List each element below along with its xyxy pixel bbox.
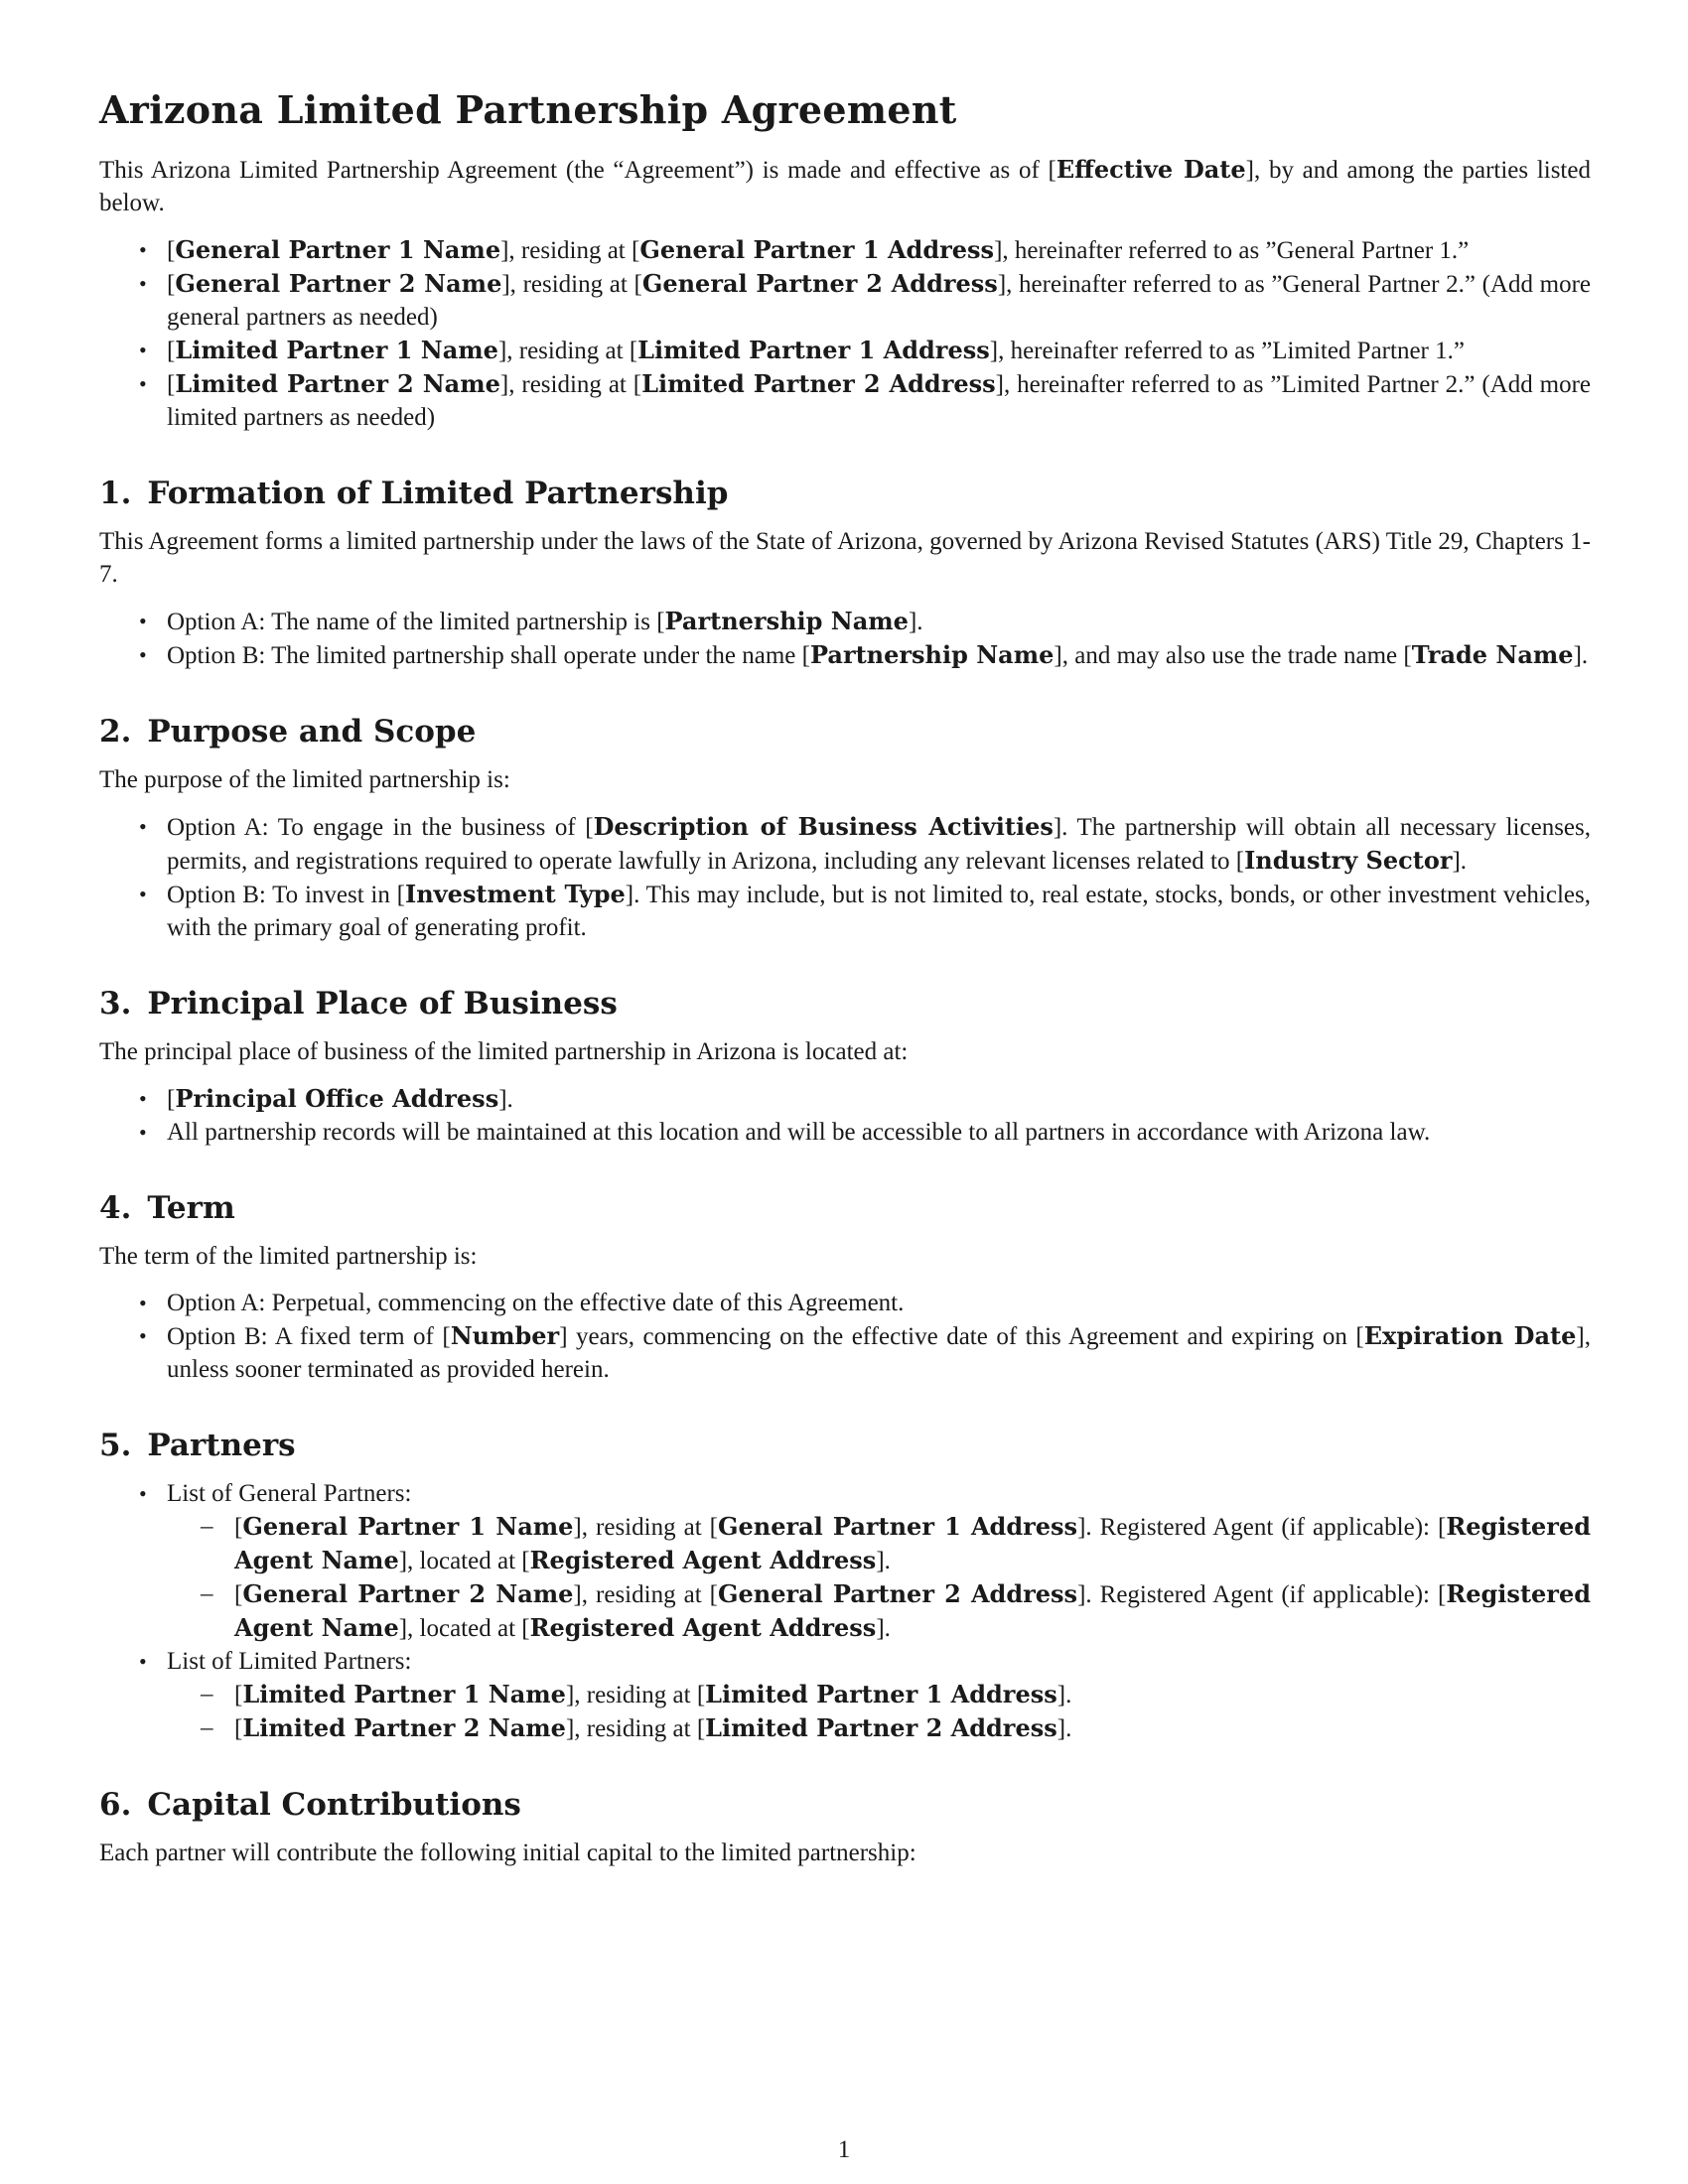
options-list: [99, 1287, 1591, 1386]
section-number: 5.: [99, 1428, 132, 1463]
general-partners-sublist: [167, 1510, 1591, 1645]
list-item: • All partnership records will be maintained at this location and will be accessible to all partners in accordance with Arizona law.: [167, 1116, 1591, 1149]
document-title: Arizona Limited Partnership Agreement: [99, 87, 957, 132]
section-paragraph: The principal place of business of the limited partnership in Arizona is located at:: [99, 1038, 909, 1065]
sublist-item: – [General Partner 2 Name], residing at [General Partner 2 Address]. Registered Agent (if applicable): [Registered Agent Name], located at [Registered Agent Address].: [234, 1577, 1591, 1645]
section-title: Capital Contributions: [147, 1787, 521, 1823]
placeholder: General Partner 2 Address: [718, 1579, 1078, 1608]
partners-list: [99, 1477, 1591, 1745]
document-page: [99, 85, 1591, 1883]
party-address-placeholder: General Partner 1 Address: [639, 235, 995, 264]
option-item: • Option A: Perpetual, commencing on the effective date of this Agreement.: [167, 1287, 1591, 1319]
section-paragraph: Each partner will contribute the following initial capital to the limited partnership:: [99, 1840, 916, 1866]
option-item: • Option A: To engage in the business of [Description of Business Activities]. The partnership will obtain all necessary licenses, permits, and registrations required to operate lawfully in Arizona, including any relevant licenses related to [Industry Sector].: [167, 810, 1591, 878]
option-item: • Option A: The name of the limited partnership is [Partnership Name].: [167, 605, 1591, 638]
placeholder: General Partner 1 Name: [242, 1512, 574, 1541]
party-item: • [General Partner 1 Name], residing at [General Partner 1 Address], hereinafter referred to as ”General Partner 1.”: [167, 233, 1591, 267]
placeholder: Limited Partner 2 Address: [705, 1713, 1057, 1742]
sublist-item: – [Limited Partner 2 Name], residing at [Limited Partner 2 Address].: [234, 1711, 1591, 1745]
section-heading-principal-place: [99, 984, 1591, 1024]
placeholder: Investment Type: [404, 880, 626, 908]
party-item: • [General Partner 2 Name], residing at [General Partner 2 Address], hereinafter referred to as ”General Partner 2.” (Add more general partners as needed): [167, 267, 1591, 334]
section-paragraph: This Agreement forms a limited partnership under the laws of the State of Arizona, governed by Arizona Revised Statutes (ARS) Title 29, Chapters 1-7.: [99, 528, 1591, 588]
placeholder: Limited Partner 1 Address: [705, 1680, 1057, 1708]
section-title: Term: [147, 1190, 235, 1226]
placeholder: Industry Sector: [1244, 846, 1453, 875]
list-item: • [Principal Office Address].: [167, 1082, 1591, 1116]
intro-paragraph: [99, 153, 1591, 219]
intro-text: This Arizona Limited Partnership Agreement (the “Agreement”) is made and effective as of [: [99, 157, 1056, 184]
section-heading-term: [99, 1188, 1591, 1228]
placeholder: Partnership Name: [809, 640, 1055, 669]
option-item: • Option B: To invest in [Investment Type]. This may include, but is not limited to, real estate, stocks, bonds, or other investment vehicles, with the primary goal of generating profit.: [167, 878, 1591, 944]
party-name-placeholder: Limited Partner 1 Name: [175, 336, 498, 364]
placeholder: Limited Partner 1 Name: [242, 1680, 566, 1708]
list-label: List of General Partners:: [167, 1480, 412, 1507]
section-title: Partners: [147, 1428, 296, 1463]
party-address-placeholder: General Partner 2 Address: [641, 269, 998, 298]
limited-partners-item: [167, 1645, 1591, 1745]
party-item: • [Limited Partner 1 Name], residing at [Limited Partner 1 Address], hereinafter referred to as ”Limited Partner 1.”: [167, 334, 1591, 367]
effective-date-placeholder: Effective Date: [1055, 155, 1246, 184]
placeholder: Expiration Date: [1363, 1321, 1577, 1350]
placeholder: Registered Agent Address: [529, 1546, 877, 1574]
placeholder: Registered Agent Address: [529, 1613, 877, 1642]
party-name-placeholder: General Partner 2 Name: [175, 269, 502, 298]
section-title: Principal Place of Business: [147, 986, 618, 1022]
list-label: List of Limited Partners:: [167, 1648, 412, 1675]
section-heading-purpose: [99, 712, 1591, 751]
placeholder: General Partner 1 Address: [718, 1512, 1078, 1541]
items-list: [99, 1082, 1591, 1149]
placeholder: Limited Partner 2 Name: [242, 1713, 566, 1742]
party-name-placeholder: Limited Partner 2 Name: [175, 369, 500, 398]
sublist-item: – [General Partner 1 Name], residing at [General Partner 1 Address]. Registered Agent (if applicable): [Registered Agent Name], located at [Registered Agent Address].: [234, 1510, 1591, 1577]
section-title: Formation of Limited Partnership: [147, 476, 729, 511]
section-number: 1.: [99, 476, 132, 511]
section-heading-partners: [99, 1426, 1591, 1465]
intro-text: ], by and among the parties listed below.: [99, 157, 1591, 216]
section-paragraph: The purpose of the limited partnership is:: [99, 766, 510, 793]
section-title: Purpose and Scope: [147, 714, 477, 750]
party-address-placeholder: Limited Partner 1 Address: [637, 336, 990, 364]
placeholder: Registered Agent Name: [234, 1579, 1591, 1642]
parties-list: [99, 233, 1591, 434]
placeholder: Principal Office Address: [175, 1084, 499, 1113]
party-name-placeholder: General Partner 1 Name: [175, 235, 501, 264]
option-item: • Option B: The limited partnership shall operate under the name [Partnership Name], and may also use the trade name [Trade Name].: [167, 638, 1591, 672]
placeholder: General Partner 2 Name: [242, 1579, 574, 1608]
general-partners-item: [167, 1477, 1591, 1645]
placeholder: Number: [450, 1321, 560, 1350]
party-item: • [Limited Partner 2 Name], residing at [Limited Partner 2 Address], hereinafter referred to as ”Limited Partner 2.” (Add more limited partners as needed): [167, 367, 1591, 434]
limited-partners-sublist: [167, 1678, 1591, 1745]
options-list: [99, 810, 1591, 944]
party-address-placeholder: Limited Partner 2 Address: [641, 369, 996, 398]
option-item: • Option B: A fixed term of [Number] years, commencing on the effective date of this Agreement and expiring on [Expiration Date], unless sooner terminated as provided herein.: [167, 1319, 1591, 1386]
section-paragraph: The term of the limited partnership is:: [99, 1243, 478, 1270]
section-number: 3.: [99, 986, 132, 1022]
section-number: 4.: [99, 1190, 132, 1226]
page-number: 1: [837, 2136, 851, 2163]
section-heading-capital: [99, 1785, 1591, 1825]
placeholder: Registered Agent Name: [234, 1512, 1591, 1574]
section-number: 6.: [99, 1787, 132, 1823]
section-number: 2.: [99, 714, 132, 750]
section-heading-formation: [99, 474, 1591, 513]
options-list: [99, 605, 1591, 672]
placeholder: Description of Business Activities: [593, 812, 1054, 841]
placeholder: Partnership Name: [664, 607, 909, 635]
sublist-item: – [Limited Partner 1 Name], residing at [Limited Partner 1 Address].: [234, 1678, 1591, 1711]
placeholder: Trade Name: [1411, 640, 1574, 669]
